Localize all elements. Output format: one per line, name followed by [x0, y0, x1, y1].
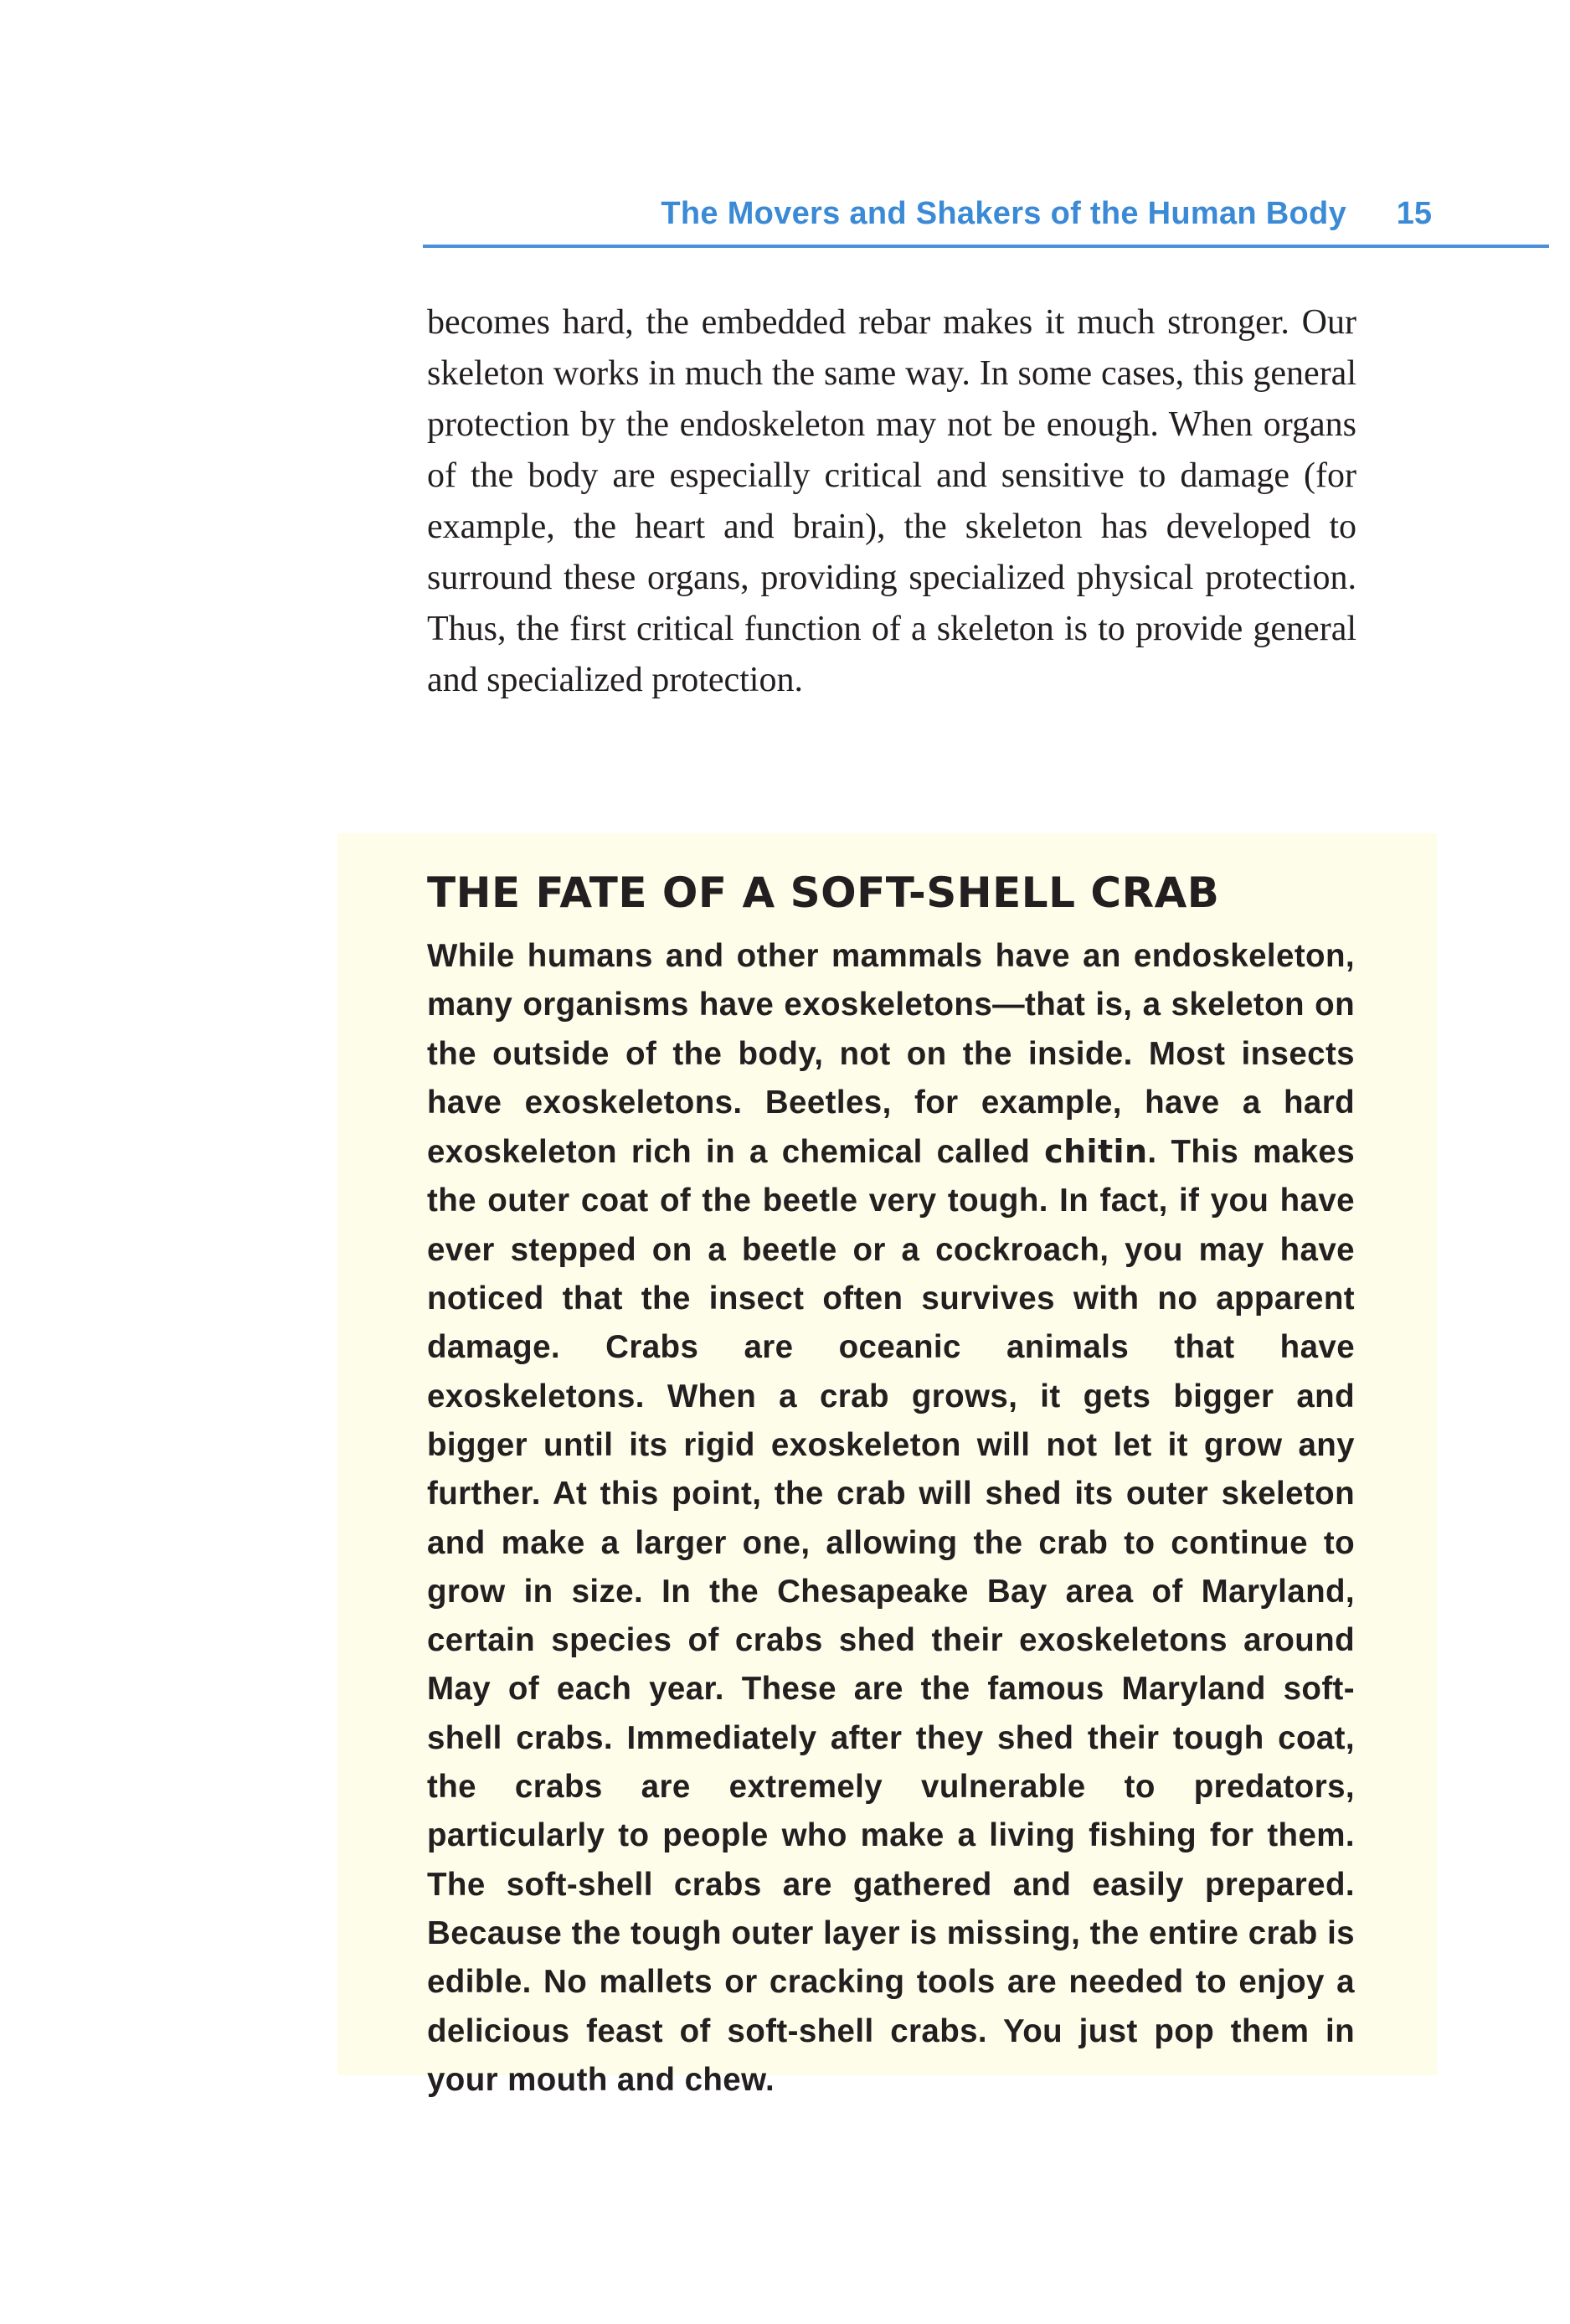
sidebar-paragraph	[427, 932, 1355, 2105]
sidebar-text-part-1: While humans and other mammals have an endoskeleton, many organisms have exoskeletons—that is, a skeleton on the outside of the body, not on the inside. Most insects have exoskeletons. Beetles, for example, have a hard exoskeleton rich in a chemical called	[427, 938, 1355, 1171]
sidebar-title: THE FATE OF A SOFT-SHELL CRAB	[427, 868, 1220, 917]
body-paragraph: becomes hard, the embedded rebar makes it much stronger. Our skeleton works in much the same way. In some cases, this general protection by the endoskeleton may not be enough. When organs of the body are especially critical and sensitive to damage (for example, the heart and brain), the skeleton has developed to surround these organs, providing specialized physical protection. Thus, the first critical function of a skeleton is to provide general and specialized protection.	[427, 303, 1356, 699]
sidebar-text-part-2: . This makes the outer coat of the beetle very tough. In fact, if you have ever stepped on a beetle or a cockroach, you may have noticed that the insect often survives with no apparent damage. Crabs are oceanic animals that have exoskeletons. When a crab grows, it gets bigger and bigger until its rigid exoskeleton will not let it grow any further. At this point, the crab will shed its outer skeleton and make a larger one, allowing the crab to continue to grow in size. In the Chesapeake Bay area of Maryland, certain species of crabs shed their exoskeletons around May of each year. These are the famous Maryland soft-shell crabs. Immediately after they shed their tough coat, the crabs are extremely vulnerable to predators, particularly to people who make a living fishing for them. The soft-shell crabs are gathered and easily prepared. Because the tough outer layer is missing, the entire crab is edible. No mallets or cracking tools are needed to enjoy a delicious feast of soft-shell crabs. You just pop them in your mouth and chew.	[427, 1134, 1356, 2098]
glossary-term: chitin	[1044, 1133, 1148, 1171]
running-title: The Movers and Shakers of the Human Body	[661, 196, 1346, 231]
sidebar-box	[337, 833, 1437, 2098]
page-number: 15	[1396, 196, 1432, 231]
running-header	[423, 194, 1549, 248]
